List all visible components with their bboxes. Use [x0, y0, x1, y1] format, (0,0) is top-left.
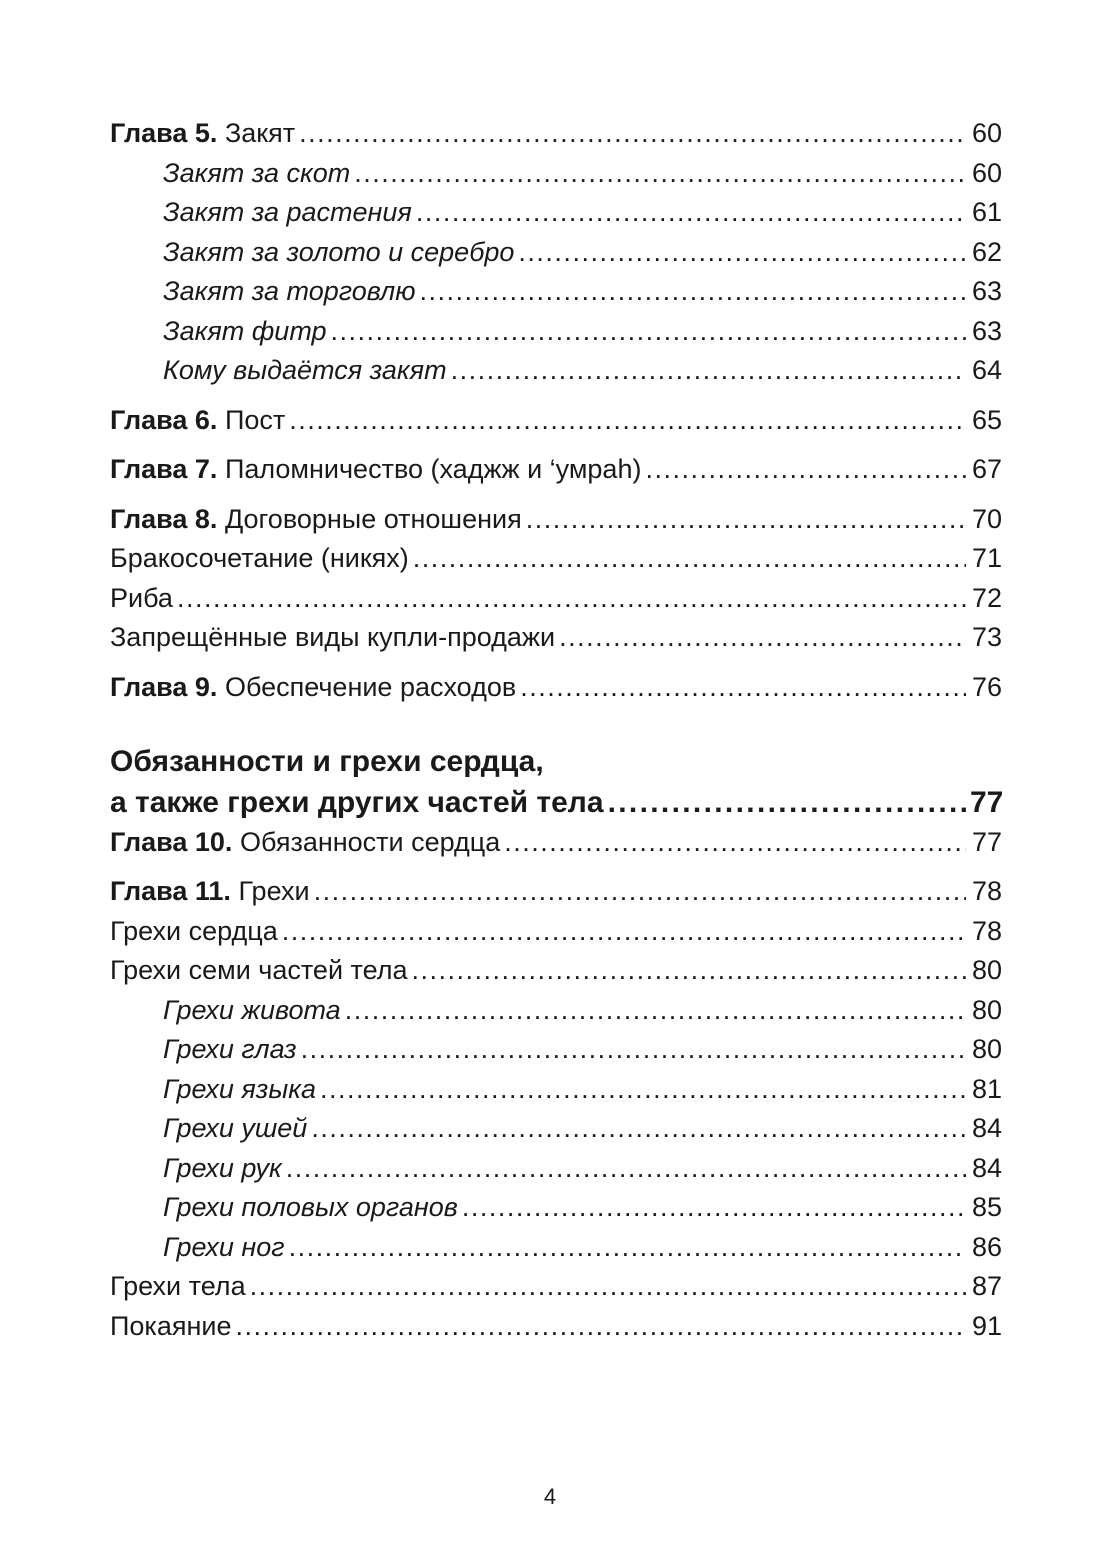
- page-number: 91: [971, 1310, 1002, 1341]
- toc-subentry: [110, 1109, 1002, 1149]
- entry-title: Пост: [224, 404, 286, 435]
- page-number: 73: [971, 622, 1002, 652]
- entry-title: Закят за золото и серебро: [163, 236, 515, 267]
- page-number: 70: [971, 503, 1002, 534]
- entry-title: Грехи ног: [163, 1231, 285, 1262]
- entry-title: Грехи половых органов: [163, 1192, 458, 1222]
- page-number: 80: [971, 994, 1002, 1025]
- dot-leader: [282, 912, 966, 952]
- part-heading-line: [110, 783, 1002, 823]
- entry-title: Покаяние: [110, 1310, 232, 1341]
- entry-title: Грехи рук: [163, 1152, 282, 1183]
- chapter-label: Глава 8.: [110, 503, 218, 534]
- toc-subentry: [110, 351, 1002, 391]
- page-number: 60: [971, 157, 1002, 188]
- footer-page-number: 4: [543, 1484, 557, 1509]
- toc-subentry: [110, 1228, 1002, 1268]
- page-number: 77: [970, 786, 1004, 819]
- entry-title: Закят: [224, 118, 296, 148]
- page-number: 80: [971, 955, 1002, 985]
- dot-leader: [520, 668, 966, 708]
- toc-entry: [110, 539, 1002, 579]
- toc-entry: [110, 951, 1002, 991]
- page-number: 78: [971, 876, 1002, 906]
- dot-leader: [416, 193, 966, 233]
- page-number: 67: [971, 454, 1002, 484]
- chapter-label: Глава 10.: [110, 826, 233, 857]
- entry-title: Грехи глаз: [163, 1034, 297, 1064]
- toc-subentry: [110, 1188, 1002, 1228]
- chapter-label: Глава 9.: [110, 671, 218, 702]
- toc-subentry: [110, 193, 1002, 233]
- entry-title: Закят за скот: [163, 157, 351, 188]
- entry-title: Грехи живота: [163, 994, 341, 1025]
- chapter-label: Глава 6.: [110, 404, 218, 435]
- page-number: 64: [971, 355, 1002, 385]
- dot-leader: [354, 154, 966, 194]
- entry-title: Грехи сердца: [110, 915, 278, 946]
- entry-title: Паломничество (хаджж и ‘умраh): [224, 454, 642, 484]
- toc-subentry: [110, 272, 1002, 312]
- entry-title: Обеспечение расходов: [224, 671, 517, 702]
- dot-leader: [177, 579, 966, 619]
- dot-leader: [451, 351, 966, 391]
- dot-leader: [299, 114, 966, 154]
- entry-title: Грехи языка: [163, 1073, 316, 1104]
- entry-title: Грехи: [238, 876, 310, 906]
- page-number: 63: [971, 276, 1002, 306]
- dot-leader: [235, 1307, 966, 1347]
- page-number: 84: [971, 1152, 1002, 1183]
- dot-leader: [518, 233, 966, 273]
- toc-subentry: [110, 1070, 1002, 1110]
- toc-subentry: [110, 154, 1002, 194]
- page-number: 76: [971, 671, 1002, 702]
- page-number: 78: [971, 915, 1002, 946]
- dot-leader: [462, 1188, 966, 1228]
- toc-subentry: [110, 1149, 1002, 1189]
- entry-title: Грехи тела: [110, 1271, 246, 1301]
- dot-leader: [345, 991, 966, 1031]
- toc-entry: [110, 1307, 1002, 1347]
- dot-leader: [504, 823, 966, 863]
- toc-entry: [110, 114, 1002, 154]
- entry-title: Риба: [110, 582, 173, 613]
- toc-entry: [110, 579, 1002, 619]
- toc-entry: [110, 450, 1002, 490]
- page-number: 77: [971, 826, 1002, 857]
- entry-title: Кому выдаётся закят: [163, 355, 447, 385]
- page-number: 86: [971, 1231, 1002, 1262]
- dot-leader: [286, 1149, 966, 1189]
- entry-title: Грехи ушей: [163, 1113, 308, 1143]
- dot-leader: [420, 272, 967, 312]
- toc-subentry: [110, 991, 1002, 1031]
- toc-subentry: [110, 233, 1002, 273]
- table-of-contents: [110, 114, 1002, 1346]
- part-heading: Обязанности и грехи сердца,: [110, 745, 544, 778]
- entry-title: Закят фитр: [163, 315, 327, 346]
- chapter-label: Глава 7.: [110, 454, 218, 484]
- toc-entry: [110, 823, 1002, 863]
- entry-title: Договорные отношения: [224, 503, 522, 534]
- toc-entry: [110, 668, 1002, 708]
- entry-title: Закят за растения: [163, 197, 412, 227]
- page-number: 85: [971, 1192, 1002, 1222]
- page-number: 72: [971, 582, 1002, 613]
- toc-entry: [110, 872, 1002, 912]
- toc-entry: [110, 500, 1002, 540]
- part-title: а также грехи других частей тела: [110, 786, 604, 819]
- dot-leader: [320, 1070, 966, 1110]
- page-number: 62: [971, 236, 1002, 267]
- toc-entry: [110, 912, 1002, 952]
- dot-leader: [250, 1267, 966, 1307]
- dot-leader: [608, 783, 966, 823]
- page-number: 65: [971, 404, 1002, 435]
- chapter-label: Глава 5.: [110, 118, 218, 148]
- dot-leader: [412, 951, 967, 991]
- page-number: 84: [971, 1113, 1002, 1143]
- entry-title: Бракосочетание (никях): [110, 543, 409, 573]
- dot-leader: [311, 1109, 966, 1149]
- toc-entry: [110, 401, 1002, 441]
- page-number: 60: [971, 118, 1002, 148]
- toc-subentry: [110, 1030, 1002, 1070]
- page-number: 80: [971, 1034, 1002, 1064]
- dot-leader: [559, 618, 966, 658]
- page-number: 81: [971, 1073, 1002, 1104]
- dot-leader: [289, 401, 966, 441]
- toc-subentry: [110, 312, 1002, 352]
- toc-entry: [110, 618, 1002, 658]
- entry-title: Запрещённые виды купли-продажи: [110, 622, 556, 652]
- page-number: 87: [971, 1271, 1002, 1301]
- dot-leader: [331, 312, 966, 352]
- page-number: 63: [971, 315, 1002, 346]
- dot-leader: [314, 872, 966, 912]
- page-number: 61: [971, 197, 1002, 227]
- dot-leader: [526, 500, 966, 540]
- chapter-label: Глава 11.: [110, 876, 231, 906]
- toc-entry: [110, 1267, 1002, 1307]
- page-number: 71: [971, 543, 1002, 573]
- entry-title: Грехи семи частей тела: [110, 955, 408, 985]
- dot-leader: [645, 450, 966, 490]
- dot-leader: [301, 1030, 966, 1070]
- dot-leader: [289, 1228, 966, 1268]
- entry-title: Обязанности сердца: [239, 826, 501, 857]
- dot-leader: [413, 539, 966, 579]
- entry-title: Закят за торговлю: [163, 276, 416, 306]
